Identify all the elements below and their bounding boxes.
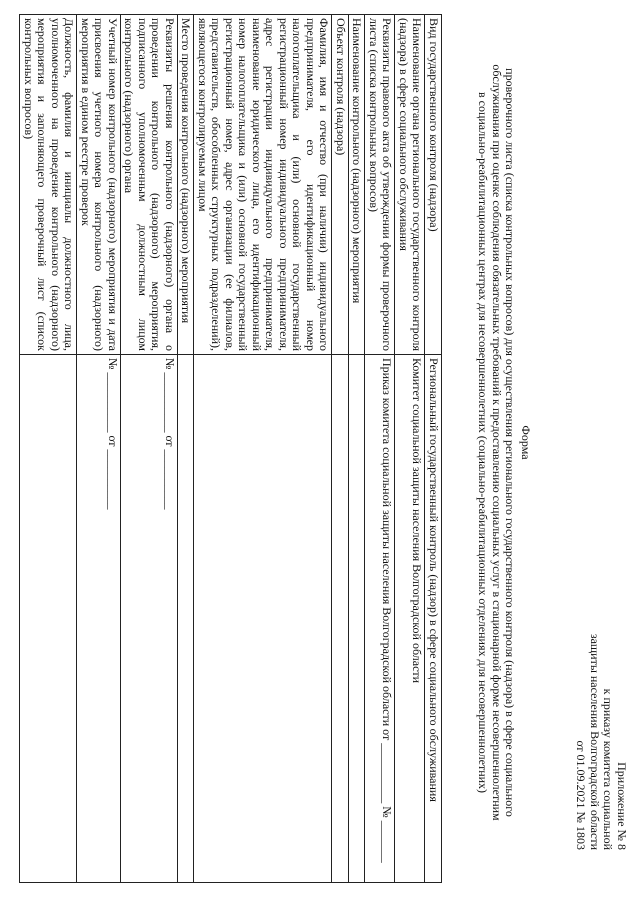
row-value[interactable]: [194, 355, 332, 883]
table-row: [121, 15, 178, 883]
row-value[interactable]: Приказ комитета социальной защиты населения Волгоградской области от __________ № _______: [365, 355, 395, 883]
table-row: [349, 15, 366, 883]
row-value[interactable]: Комитет социальной защиты населения Волгоградской области: [395, 355, 425, 883]
table-row: [395, 15, 425, 883]
row-label: Место проведения контрольного (надзорного) мероприятия: [178, 15, 195, 355]
row-label: Должность, фамилия и инициалы должностного лица, уполномоченного на проведение контрольного (надзорного) мероприятия и заполняющего проверочный лист (список контрольных вопросов): [20, 15, 77, 355]
row-value[interactable]: № __________ от __________: [121, 355, 178, 883]
row-value[interactable]: [20, 355, 77, 883]
table-row: [365, 15, 395, 883]
row-label: Наименование органа регионального государственного контроля (надзора) в сфере социального обслуживания: [395, 15, 425, 355]
row-value[interactable]: Региональный государственный контроль (надзор) в сфере социального обслуживания: [425, 355, 442, 883]
table-row: [178, 15, 195, 883]
header-line: защиты населения Волгоградской области: [588, 633, 602, 850]
row-label: Наименование контрольного (надзорного) мероприятия: [349, 15, 366, 355]
title-line: проверочного листа (списка контрольных вопросов) для осуществления регионального государственного контроля (надзора) в сфере социального: [503, 68, 518, 817]
row-label: Фамилия, имя и отчество (при наличии) индивидуального предпринимателя, его идентификационный номер налогоплательщика и (или) основной государственный регистрационный номер индивидуального предпринимателя, адрес регистрации индивидуального предпринимателя, наименование юридического лица, его идентификационный номер налогоплательщика и (или) основной государственный регистрационный номер, адрес организации (ее филиалов, представительств, обособленных структурных подразделений), являющегося контролируемым лицом: [194, 15, 332, 355]
table-row: [425, 15, 442, 883]
table-row: [20, 15, 77, 883]
row-value[interactable]: № __________ от __________: [77, 355, 121, 883]
header-line: к приказу комитета социальной: [601, 688, 616, 850]
row-label: Учетный номер контрольного (надзорного) мероприятия и дата присвоения учетного номера контрольного (надзорного) мероприятия в едином реестре проверок: [77, 15, 121, 355]
document-header: [574, 634, 628, 850]
row-label: Реквизиты правового акта об утверждении формы проверочного листа (списка контрольных вопросов): [365, 15, 395, 355]
row-label: Вид государственного контроля (надзора): [425, 15, 442, 355]
title-line: в социально-реабилитационных центрах для несовершеннолетних (социально-реабилитационных отделениях для несовершеннолетних): [476, 91, 491, 794]
checklist-table: [20, 14, 443, 883]
row-label: Реквизиты решения контрольного (надзорного) органа о проведении контрольного (надзорного) мероприятия, подписанного уполномоченным должностным лицом контрольного (надзорного) органа: [121, 15, 178, 355]
header-line: Приложение № 8: [615, 762, 629, 850]
header-line: от 01.09.2021 № 1803: [574, 740, 589, 850]
row-value[interactable]: [178, 355, 195, 883]
form-label: Форма: [519, 425, 533, 460]
row-value[interactable]: [332, 355, 349, 883]
title-line: обслуживания при оценке соблюдения обязательных требований к предоставлению социальных услуг в стационарной форме несовершеннолетним: [490, 64, 504, 821]
row-value[interactable]: [349, 355, 366, 883]
table-row: [77, 15, 121, 883]
form-title: [476, 40, 532, 845]
table-row: [194, 15, 332, 883]
table-row: [332, 15, 349, 883]
row-label: Объект контроля (надзора): [332, 15, 349, 355]
